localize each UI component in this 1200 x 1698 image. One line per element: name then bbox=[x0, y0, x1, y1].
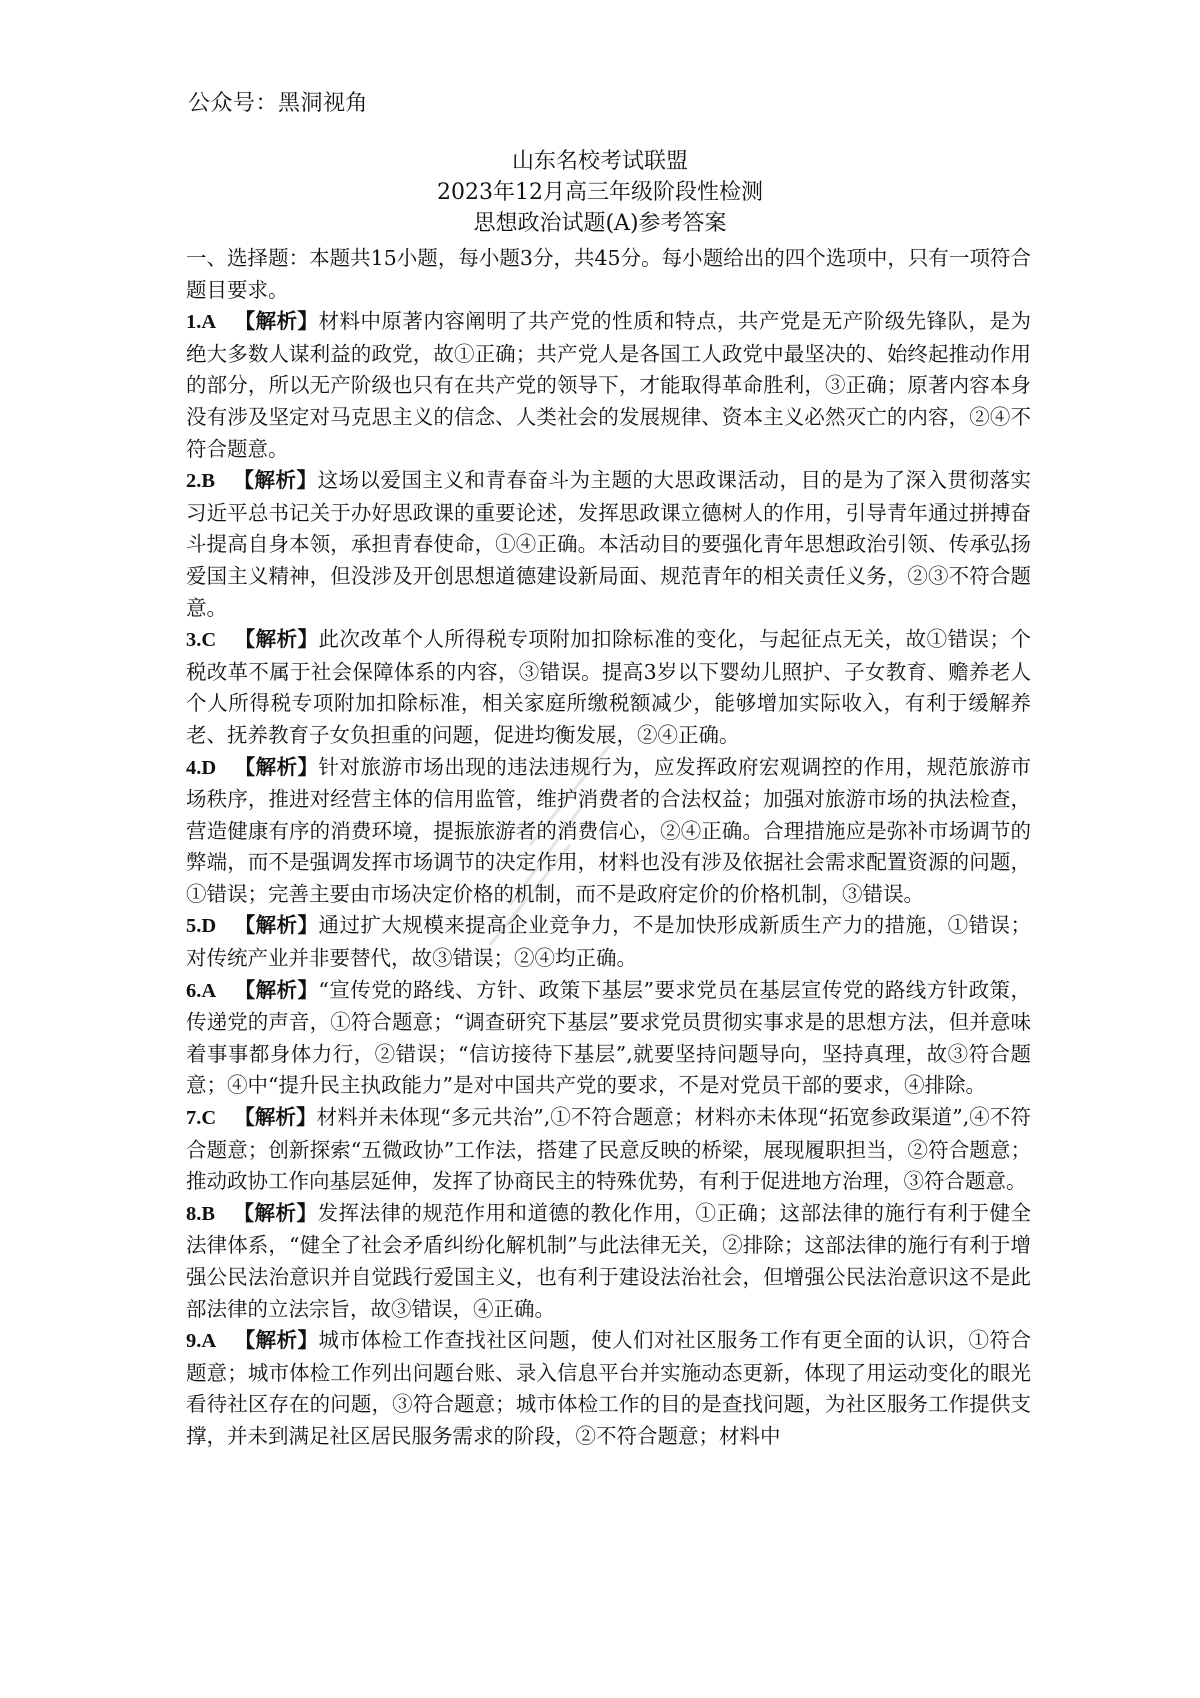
account-note: 公众号：黑洞视角 bbox=[188, 91, 369, 116]
answer-item bbox=[186, 910, 1031, 974]
answer-number: 2.B bbox=[186, 470, 216, 493]
answer-number: 6.A bbox=[186, 979, 217, 1002]
answer-text: 发挥法律的规范作用和道德的教化作用，①正确；这部法律的施行有利于健全法律体系，“健全了社会矛盾纠纷化解机制”与此法律无关，②排除；这部法律的施行有利于增强公民法治意识并自觉践行爱国主义，也有利于建设法治社会，但增强公民法治意识这不是此部法律的立法宗旨，故③错误，④正确。 bbox=[186, 1200, 1032, 1321]
exam-date-title: 2023年12月高三年级阶段性检测 bbox=[437, 180, 763, 205]
answer-number: 5.D bbox=[186, 915, 217, 938]
answer-text: 针对旅游市场出现的违法违规行为，应发挥政府宏观调控的作用，规范旅游市场秩序，推进对经营主体的信用监管，维护消费者的合法权益；加强对旅游市场的执法检查，营造健康有序的消费环境，提振旅游者的消费信心，②④正确。合理措施应是弥补市场调节的弊端，而不是强调发挥市场调节的决定作用，材料也没有涉及依据社会需求配置资源的问题，①错误；完善主要由市场决定价格的机制，而不是政府定价的价格机制，③错误。 bbox=[186, 754, 1031, 906]
answer-text: “宣传党的路线、方针、政策下基层”要求党员在基层宣传党的路线方针政策，传递党的声音，①符合题意；“调查研究下基层”要求党员贯彻实事求是的思想方法，但并意味着事事都身体力行，②错误；“信访接待下基层”,就要坚持问题导向，坚持真理，故③符合题意；④中“提升民主执政能力”是对中国共产党的要求，不是对党员干部的要求，④排除。 bbox=[186, 977, 1032, 1098]
answer-number: 8.B bbox=[186, 1202, 216, 1225]
answer-item bbox=[186, 624, 1031, 751]
answer-item bbox=[186, 1198, 1031, 1325]
analysis-tag: 【解析】 bbox=[234, 754, 319, 779]
analysis-tag: 【解析】 bbox=[234, 977, 319, 1002]
answer-number: 4.D bbox=[186, 756, 217, 779]
document-header bbox=[0, 146, 1200, 239]
answer-number: 3.C bbox=[186, 629, 217, 652]
analysis-tag: 【解析】 bbox=[234, 627, 319, 652]
answer-text: 材料并未体现“多元共治”,①不符合题意；材料亦未体现“拓宽参政渠道”,④不符合题意；创新探索“五微政协”工作法，搭建了民意反映的桥梁，展现履职担当，②符合题意；推动政协工作向基层延伸，发挥了协商民主的特殊优势，有利于促进地方治理，③符合题意。 bbox=[186, 1105, 1032, 1194]
analysis-tag: 【解析】 bbox=[234, 1105, 317, 1130]
answer-text: 城市体检工作查找社区问题，使人们对社区服务工作有更全面的认识，①符合题意；城市体检工作列出问题台账、录入信息平台并实施动态更新，体现了用运动变化的眼光看待社区存在的问题，③符合题意；城市体检工作的目的是查找问题，为社区服务工作提供支撑，并未到满足社区居民服务需求的阶段，②不符合题意；材料中 bbox=[186, 1328, 1031, 1448]
answer-text: 这场以爱国主义和青春奋斗为主题的大思政课活动，目的是为了深入贯彻落实习近平总书记关于办好思政课的重要论述，发挥思政课立德树人的作用，引导青年通过拼搏奋斗提高自身本领，承担青春使命，①④正确。本活动目的要强化青年思想政治引领、传承弘扬爱国主义精神，但没涉及开创思想道德建设新局面、规范青年的相关责任义务，②③不符合题意。 bbox=[186, 468, 1032, 620]
analysis-tag: 【解析】 bbox=[233, 468, 318, 493]
exam-union-title: 山东名校考试联盟 bbox=[511, 149, 688, 174]
answer-item bbox=[186, 1325, 1031, 1452]
answer-item bbox=[186, 752, 1031, 911]
analysis-tag: 【解析】 bbox=[234, 913, 319, 938]
answer-key-title: 思想政治试题(A)参考答案 bbox=[473, 211, 727, 236]
analysis-tag: 【解析】 bbox=[234, 1328, 319, 1353]
answer-text: 材料中原著内容阐明了共产党的性质和特点，共产党是无产阶级先锋队，是为绝大多数人谋利益的政党，故①正确；共产党人是各国工人政党中最坚决的、始终起推动作用的部分，所以无产阶级也只有在共产党的领导下，才能取得革命胜利，③正确；原著内容本身没有涉及坚定对马克思主义的信念、人类社会的发展规律、资本主义必然灭亡的内容，②④不符合题意。 bbox=[186, 309, 1031, 461]
answer-item bbox=[186, 465, 1031, 624]
answer-number: 1.A bbox=[186, 311, 217, 334]
answer-number: 7.C bbox=[186, 1107, 217, 1130]
answer-text: 通过扩大规模来提高企业竞争力，不是加快形成新质生产力的措施，①错误；对传统产业并非要替代，故③错误；②④均正确。 bbox=[186, 913, 1031, 971]
answer-item bbox=[186, 975, 1031, 1102]
answer-text: 此次改革个人所得税专项附加扣除标准的变化，与起征点无关，故①错误；个税改革不属于社会保障体系的内容，③错误。提高3岁以下婴幼儿照护、子女教育、赡养老人个人所得税专项附加扣除标准，相关家庭所缴税额减少，能够增加实际收入，有利于缓解养老、抚养教育子女负担重的问题，促进均衡发展，②④正确。 bbox=[186, 627, 1031, 747]
answer-content bbox=[186, 243, 1031, 1453]
section-intro: 一、选择题：本题共15小题，每小题3分，共45分。每小题给出的四个选项中，只有一项符合题目要求。 bbox=[186, 246, 1031, 302]
answer-item bbox=[186, 306, 1031, 465]
answer-item bbox=[186, 1102, 1031, 1198]
analysis-tag: 【解析】 bbox=[233, 1200, 318, 1225]
answer-number: 9.A bbox=[186, 1330, 217, 1353]
analysis-tag: 【解析】 bbox=[234, 309, 319, 334]
